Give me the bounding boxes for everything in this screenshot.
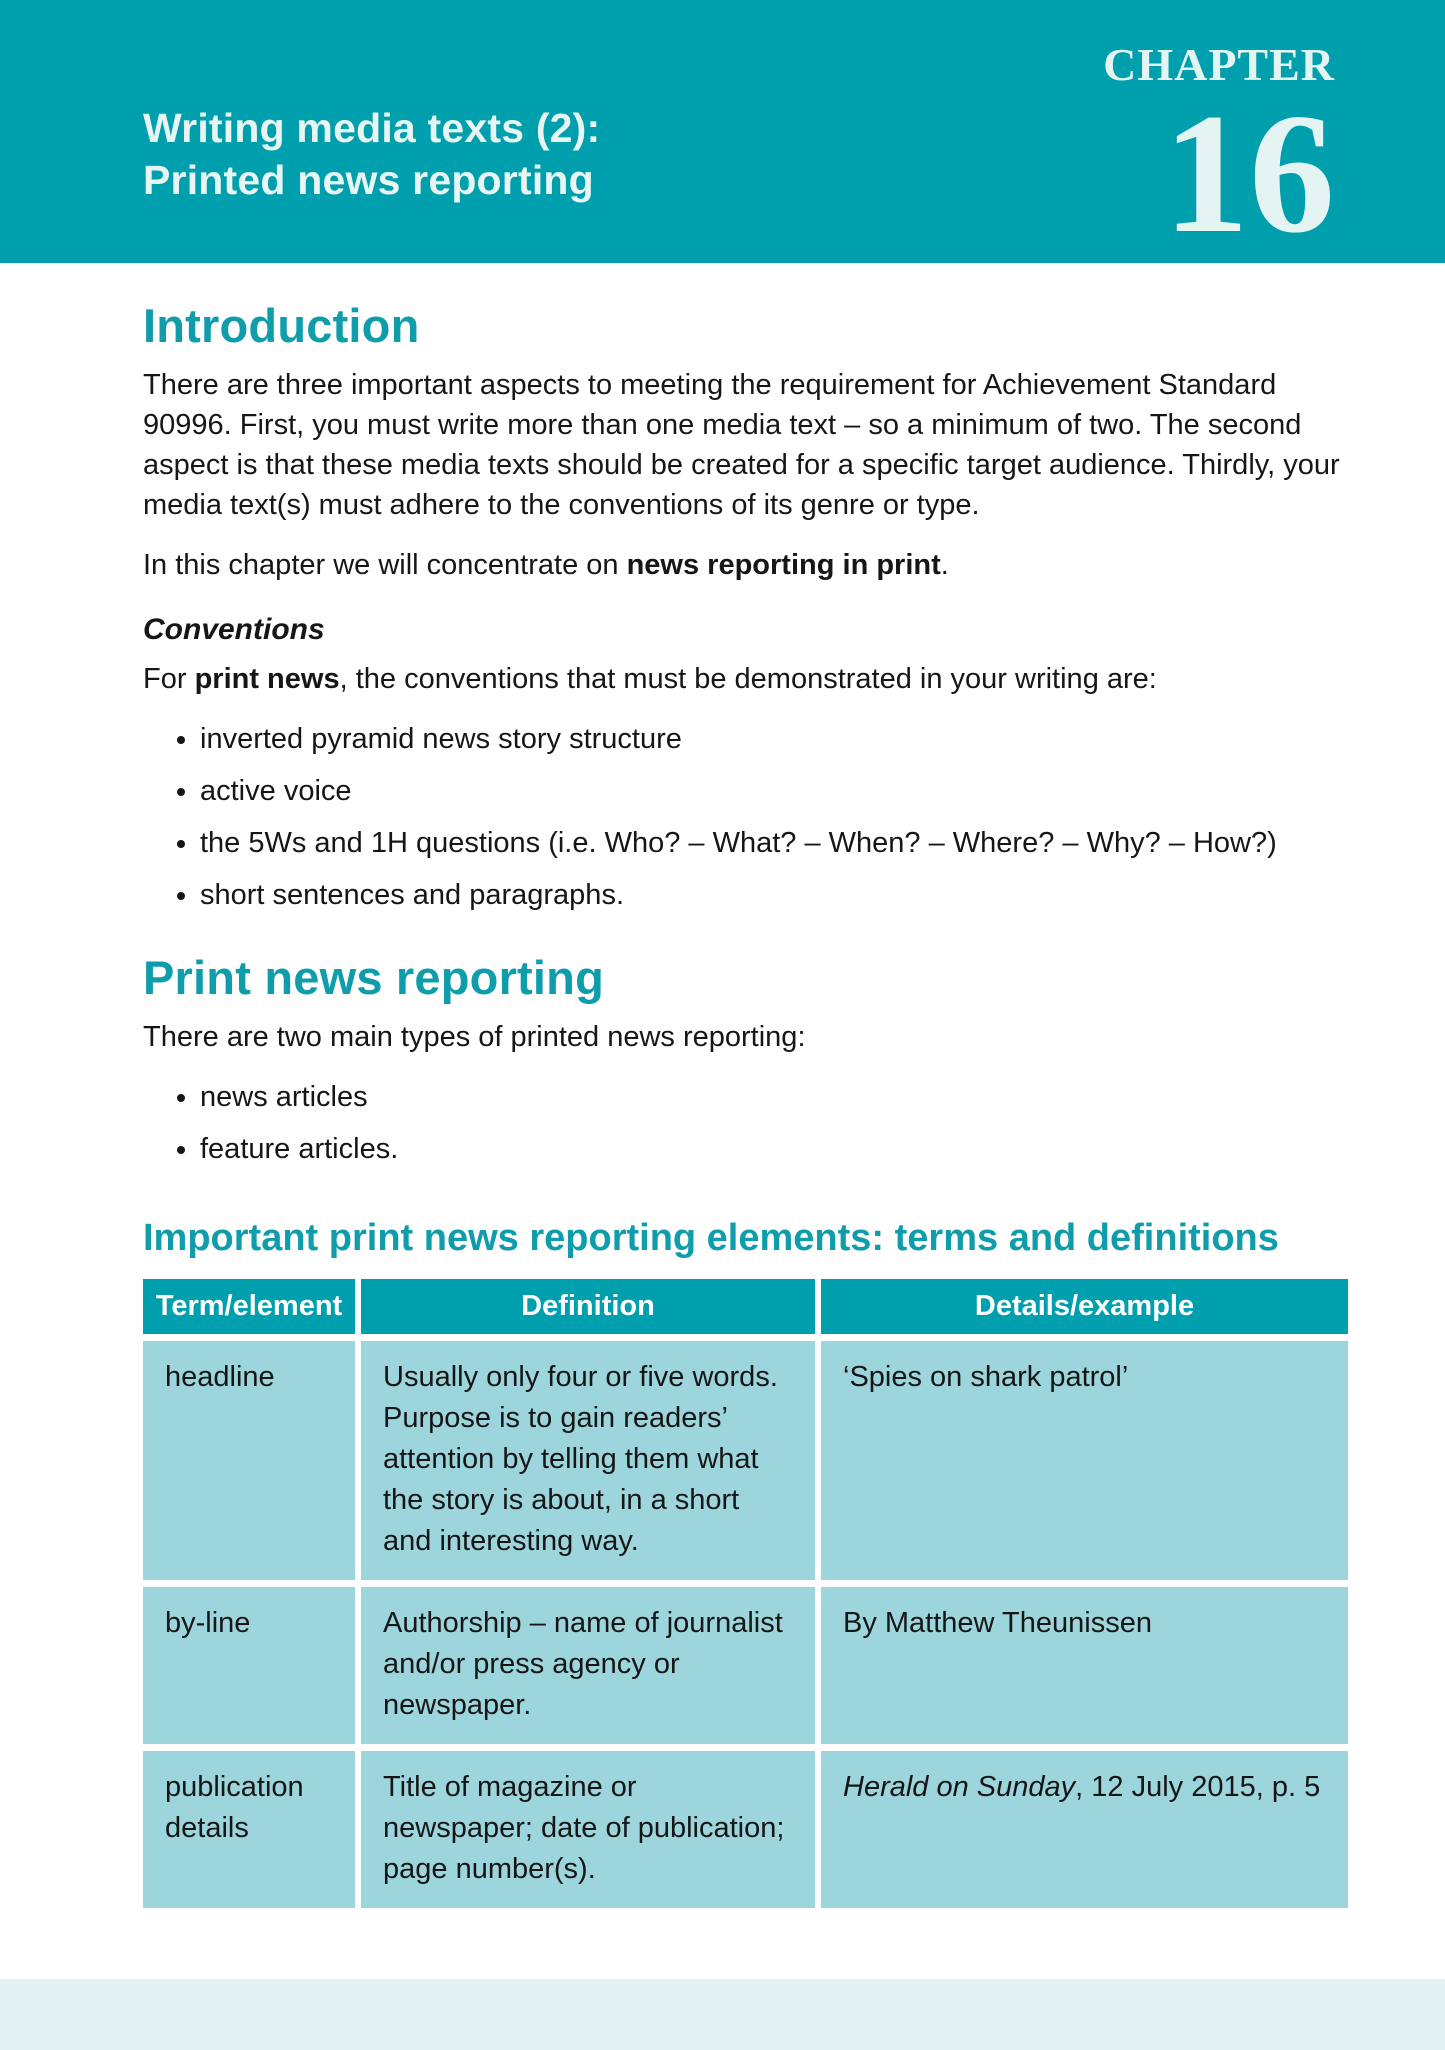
term-cell: headline bbox=[143, 1337, 358, 1583]
page-content bbox=[0, 263, 1445, 1908]
example-cell bbox=[818, 1583, 1348, 1747]
table-row bbox=[143, 1747, 1348, 1908]
example-italic-part: Herald on Sunday bbox=[843, 1770, 1076, 1803]
column-header-term: Term/element bbox=[143, 1279, 358, 1337]
example-cell bbox=[818, 1747, 1348, 1908]
column-header-details: Details/example bbox=[818, 1279, 1348, 1337]
terms-definitions-table bbox=[143, 1279, 1348, 1908]
list-item: • the 5Ws and 1H questions (i.e. Who? – What? – When? – Where? – Why? – How?) bbox=[200, 823, 1340, 863]
chapter-number-block bbox=[1103, 0, 1335, 269]
table-row bbox=[143, 1583, 1348, 1747]
elements-heading: Important print news reporting elements: terms and definitions bbox=[143, 1217, 1279, 1259]
conventions-bullet-list bbox=[143, 719, 1348, 915]
conventions-subheading: Conventions bbox=[143, 613, 325, 646]
table-header-row bbox=[143, 1279, 1348, 1337]
print-news-heading: Print news reporting bbox=[143, 951, 604, 1004]
definition-cell: Title of magazine or newspaper; date of publication; page number(s). bbox=[358, 1747, 818, 1908]
paragraph-text: In this chapter we will concentrate on bbox=[143, 549, 627, 581]
bold-phrase: print news bbox=[194, 663, 340, 695]
list-item: • inverted pyramid news story structure bbox=[200, 719, 1340, 759]
list-item: • news articles bbox=[200, 1077, 1340, 1117]
example-text: ‘Spies on shark patrol’ bbox=[843, 1360, 1129, 1393]
example-text: , 12 July 2015, p. 5 bbox=[1075, 1770, 1321, 1803]
paragraph-text: . bbox=[940, 549, 949, 581]
example-text: By Matthew Theunissen bbox=[843, 1606, 1152, 1639]
column-header-definition: Definition bbox=[358, 1279, 818, 1337]
paragraph-text: , the conventions that must be demonstrated in your writing are: bbox=[339, 663, 1157, 695]
chapter-title bbox=[143, 102, 600, 206]
chapter-title-line-2: Printed news reporting bbox=[143, 157, 594, 203]
example-cell bbox=[818, 1337, 1348, 1583]
definition-cell: Usually only four or five words. Purpose is to gain readers’ attention by telling them what the story is about, in a short and interesting way. bbox=[358, 1337, 818, 1583]
term-cell: publication details bbox=[143, 1747, 358, 1908]
print-news-bullet-list bbox=[143, 1077, 1348, 1169]
chapter-number: 16 bbox=[1163, 79, 1335, 269]
introduction-heading: Introduction bbox=[143, 299, 420, 352]
chapter-title-line-1: Writing media texts (2): bbox=[143, 105, 601, 151]
introduction-paragraph-1: There are three important aspects to meeting the requirement for Achievement Standard 90996. First, you must write more than one media text – so a minimum of two. The second aspect is that these media texts should be created for a specific target audience. Thirdly, your media text(s) must adhere to the conventions of its genre or type. bbox=[143, 369, 1340, 521]
list-item: • active voice bbox=[200, 771, 1340, 811]
chapter-header-band bbox=[0, 0, 1445, 269]
list-item: • short sentences and paragraphs. bbox=[200, 875, 1340, 915]
chapter-label: CHAPTER bbox=[1103, 39, 1335, 90]
definition-cell: Authorship – name of journalist and/or press agency or newspaper. bbox=[358, 1583, 818, 1747]
term-cell: by-line bbox=[143, 1583, 358, 1747]
conventions-lead-paragraph bbox=[143, 659, 1343, 699]
print-news-lead-paragraph: There are two main types of printed news reporting: bbox=[143, 1021, 806, 1053]
introduction-paragraph-2 bbox=[143, 545, 1343, 585]
footer-band bbox=[0, 1979, 1445, 2050]
paragraph-text: For bbox=[143, 663, 195, 695]
list-item: • feature articles. bbox=[200, 1129, 1340, 1169]
table-row bbox=[143, 1337, 1348, 1583]
bold-phrase: news reporting in print bbox=[626, 549, 941, 581]
